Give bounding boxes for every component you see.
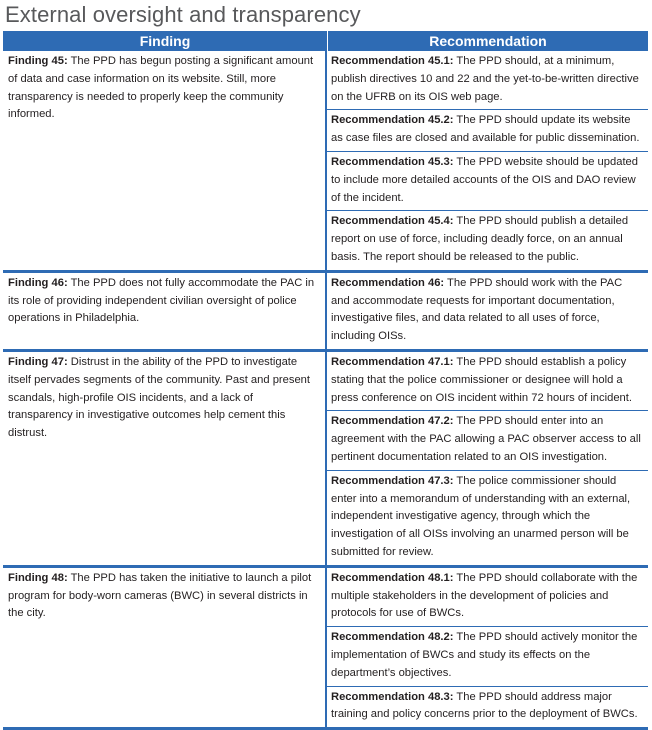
table-row — [3, 352, 648, 568]
recommendation-text: The PPD should publish a detailed report on use of force, including deadly force, on an annual basis. The report should be released to the public. — [331, 215, 629, 263]
recommendation-item — [327, 568, 648, 626]
recommendation-text: The police commissioner should enter into a memorandum of understanding with an external, independent investigative agency, through which the investigation of all OISs involving an unarmed person will be submitted for review. — [331, 474, 631, 558]
table-header — [3, 31, 648, 51]
recommendation-text: The PPD should update its website as case files are closed and available for public dissemination. — [331, 114, 640, 145]
recommendation-column-header: Recommendation — [327, 31, 648, 51]
recommendation-label: Recommendation 48.2: — [331, 631, 454, 644]
recommendation-text: The PPD should, at a minimum, publish directives 10 and 22 and the yet-to-be-written directive on the UFRB on its OIS web page. — [331, 55, 639, 103]
recommendation-label: Recommendation 48.3: — [331, 690, 454, 703]
recommendation-label: Recommendation 48.1: — [331, 571, 454, 584]
recommendation-label: Recommendation 45.2: — [331, 114, 454, 127]
finding-label: Finding 47: — [8, 355, 68, 368]
recommendation-label: Recommendation 47.3: — [331, 474, 454, 487]
finding-cell — [3, 568, 327, 727]
recommendation-text: The PPD should address major training and policy concerns prior to the deployment of BWCs. — [331, 690, 638, 721]
recommendation-text: The PPD should establish a policy stating that the police commissioner or designee will hold a press conference on OIS incident within 72 hours of incident. — [331, 355, 632, 404]
finding-cell — [3, 352, 327, 565]
finding-text: The PPD has taken the initiative to launch a pilot program for body-worn cameras (BWC) in several districts in the city. — [8, 571, 312, 620]
recommendation-label: Recommendation 46: — [331, 276, 445, 289]
recommendation-item — [327, 210, 648, 269]
recommendation-item — [327, 109, 648, 151]
recommendation-item — [327, 470, 648, 565]
finding-label: Finding 46: — [8, 276, 68, 289]
recommendation-label: Recommendation 45.4: — [331, 215, 454, 228]
finding-cell — [3, 51, 327, 270]
recommendation-item — [327, 151, 648, 210]
recommendation-label: Recommendation 45.3: — [331, 155, 454, 168]
recommendation-text: The PPD should collaborate with the multiple stakeholders in the development of policies and protocols for use of BWCs. — [331, 571, 638, 620]
recommendation-label: Recommendation 47.2: — [331, 415, 454, 428]
recommendation-text: The PPD should actively monitor the implementation of BWCs and study its effects on the department’s objectives. — [331, 631, 638, 679]
recommendation-cell — [327, 51, 648, 270]
recommendation-label: Recommendation 45.1: — [331, 55, 454, 67]
recommendation-text: The PPD should work with the PAC and accommodate requests for important documentation, investigative files, and data related to all uses of force, including OISs. — [331, 276, 623, 343]
recommendation-cell — [327, 352, 648, 565]
recommendation-label: Recommendation 47.1: — [331, 355, 454, 368]
recommendation-item — [327, 352, 648, 410]
recommendation-item — [327, 686, 648, 728]
findings-table — [3, 31, 648, 730]
recommendation-item — [327, 410, 648, 469]
table-row — [3, 273, 648, 352]
finding-text: The PPD has begun posting a significant amount of data and case information on its website. Still, more transparency is needed to properly keep the community informed. — [8, 55, 314, 121]
recommendation-cell — [327, 568, 648, 727]
recommendation-text: The PPD should enter into an agreement with the PAC allowing a PAC observer access to all pertinent documentation related to an OIS investigation. — [331, 415, 641, 463]
table-row — [3, 51, 648, 273]
recommendation-item — [327, 273, 648, 349]
finding-label: Finding 45: — [8, 55, 68, 67]
finding-column-header: Finding — [139, 33, 191, 49]
page-title: External oversight and transparency — [5, 2, 361, 27]
recommendation-item — [327, 626, 648, 685]
finding-text: Distrust in the ability of the PPD to investigate itself pervades segments of the community. Past and present scandals, high-profile OIS incidents, and a lack of transparency in investigative outcomes help cement this distrust. — [8, 355, 311, 440]
table-row — [3, 568, 648, 730]
finding-cell — [3, 273, 327, 349]
recommendation-text: The PPD website should be updated to include more detailed accounts of the OIS and DAO review of the incident. — [331, 155, 638, 204]
finding-label: Finding 48: — [8, 571, 68, 584]
recommendation-cell — [327, 273, 648, 349]
finding-text: The PPD does not fully accommodate the PAC in its role of providing independent civilian oversight of police operations in Philadelphia. — [8, 276, 315, 325]
recommendation-item — [327, 51, 648, 109]
